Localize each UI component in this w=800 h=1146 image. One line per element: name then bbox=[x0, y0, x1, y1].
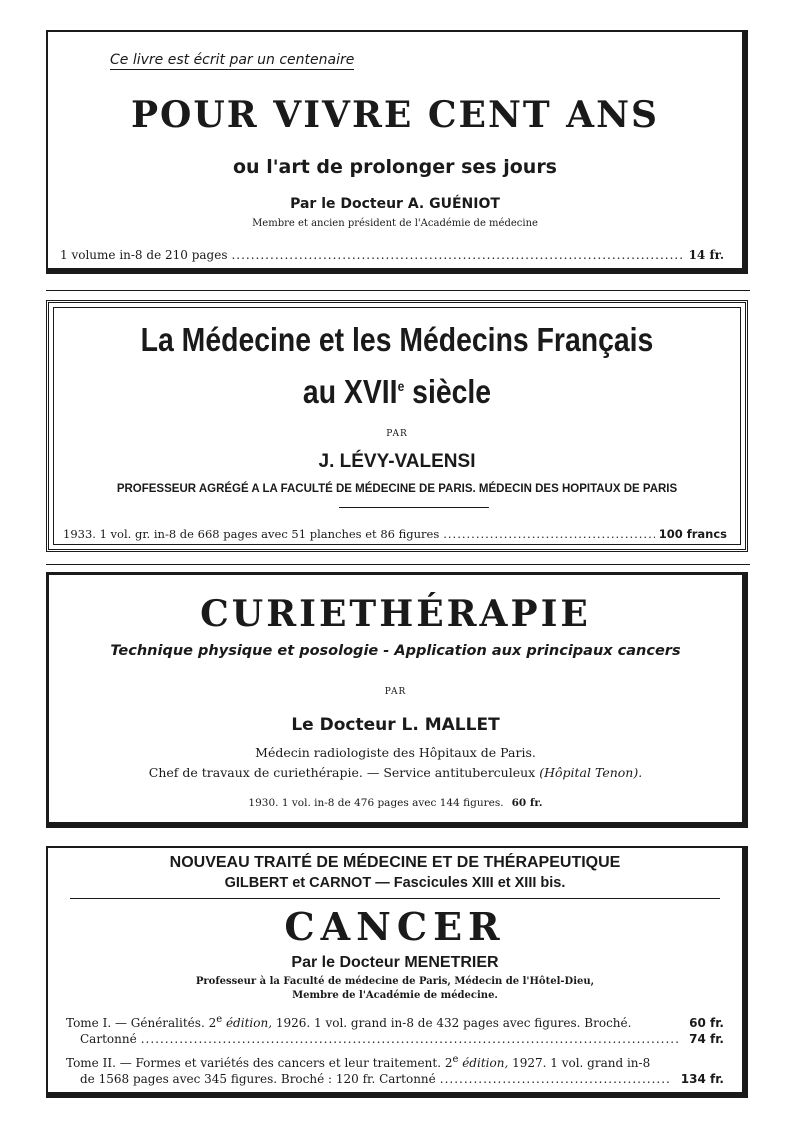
divider bbox=[339, 507, 489, 508]
tome2-details: de 1568 pages avec 345 figures. Broché : 120 fr. Cartonné bbox=[80, 1072, 436, 1086]
ad-medecine-xviie bbox=[46, 300, 748, 552]
divider bbox=[46, 290, 750, 291]
price: 60 fr. bbox=[511, 797, 543, 809]
ad-cancer bbox=[46, 846, 748, 1098]
tome2-line2 bbox=[66, 1072, 724, 1086]
tome1-details bbox=[66, 1014, 631, 1030]
dot-leader bbox=[440, 1072, 671, 1086]
series-header: NOUVEAU TRAITÉ DE MÉDECINE ET DE THÉRAPEUTIQUE bbox=[169, 854, 621, 871]
edition: édition, bbox=[458, 1056, 509, 1070]
text: 1927. 1 vol. grand in-8 bbox=[508, 1056, 651, 1070]
dot-leader bbox=[141, 1032, 679, 1046]
book-subtitle: ou l'art de prolonger ses jours bbox=[233, 156, 557, 178]
author: Par le Docteur A. GUÉNIOT bbox=[290, 196, 500, 212]
superscript: e bbox=[216, 1014, 223, 1025]
price-line bbox=[63, 527, 727, 541]
title-superscript: e bbox=[397, 378, 405, 394]
price: 100 francs bbox=[658, 527, 727, 541]
author-affiliation-2: Membre de l'Académie de médecine. bbox=[292, 990, 498, 1001]
tome1-line bbox=[66, 1014, 724, 1030]
author-affiliation: Membre et ancien président de l'Académie de médecine bbox=[252, 218, 538, 229]
tagline: Ce livre est écrit par un centenaire bbox=[110, 52, 355, 68]
book-title-line1: La Médecine et les Médecins Français bbox=[140, 321, 654, 358]
author-affiliation-1: Professeur à la Faculté de médecine de Paris, Médecin de l'Hôtel-Dieu, bbox=[195, 976, 595, 987]
book-title: CANCER bbox=[284, 904, 506, 949]
ad-pour-vivre-cent-ans bbox=[46, 30, 748, 274]
text: 1926. 1 vol. grand in-8 de 432 pages avec figures. Broché. bbox=[272, 1016, 632, 1030]
affiliation-text: Chef de travaux de curiethérapie. — Service antituberculeux bbox=[148, 765, 536, 780]
edition: édition, bbox=[222, 1016, 273, 1030]
text: Tome I. — Généralités. 2 bbox=[66, 1016, 217, 1030]
author: Par le Docteur MENETRIER bbox=[291, 954, 499, 971]
book-title: CURIETHÉRAPIE bbox=[200, 593, 591, 635]
price-line bbox=[49, 797, 742, 809]
book-details: 1 volume in-8 de 210 pages bbox=[60, 248, 228, 262]
tome2-line1 bbox=[66, 1054, 724, 1070]
book-details: 1933. 1 vol. gr. in-8 de 668 pages avec 51 planches et 86 figures bbox=[63, 527, 440, 541]
price-line bbox=[60, 248, 724, 262]
divider bbox=[70, 898, 720, 899]
book-subtitle: Technique physique et posologie - Application aux principaux cancers bbox=[110, 643, 681, 659]
affiliation-italic: (Hôpital Tenon). bbox=[539, 765, 643, 780]
author-affiliation-2 bbox=[49, 765, 742, 780]
author-affiliation-1: Médecin radiologiste des Hôpitaux de Paris. bbox=[255, 745, 536, 760]
cartonne-line bbox=[66, 1032, 724, 1046]
divider bbox=[46, 564, 750, 565]
ad-curietherapie bbox=[46, 572, 748, 828]
par-label: PAR bbox=[386, 429, 408, 439]
superscript: e bbox=[452, 1054, 459, 1065]
price: 14 fr. bbox=[688, 248, 724, 262]
title-part: siècle bbox=[404, 373, 492, 410]
text: Tome II. — Formes et variétés des cancers et leur traitement. 2 bbox=[66, 1056, 453, 1070]
title-part: au XVII bbox=[302, 373, 398, 410]
dot-leader bbox=[443, 527, 654, 541]
author: J. LÉVY-VALENSI bbox=[318, 451, 476, 472]
book-title: POUR VIVRE CENT ANS bbox=[130, 94, 660, 136]
par-label: PAR bbox=[384, 687, 407, 697]
author-affiliation: PROFESSEUR AGRÉGÉ A LA FACULTÉ DE MÉDECINE DE PARIS. MÉDECIN DES HOPITAUX DE PARIS bbox=[116, 483, 678, 495]
book-title-line2 bbox=[98, 373, 697, 411]
series-subheader: GILBERT et CARNOT — Fascicules XIII et XIII bis. bbox=[224, 875, 566, 891]
cartonne-label: Cartonné bbox=[80, 1032, 137, 1046]
tome2-price: 134 fr. bbox=[680, 1072, 724, 1086]
dot-leader bbox=[231, 248, 684, 262]
author: Le Docteur L. MALLET bbox=[291, 715, 500, 735]
tome1-price: 60 fr. bbox=[689, 1016, 724, 1030]
book-details: 1930. 1 vol. in-8 de 476 pages avec 144 figures. bbox=[248, 797, 504, 809]
cartonne-price: 74 fr. bbox=[689, 1032, 724, 1046]
